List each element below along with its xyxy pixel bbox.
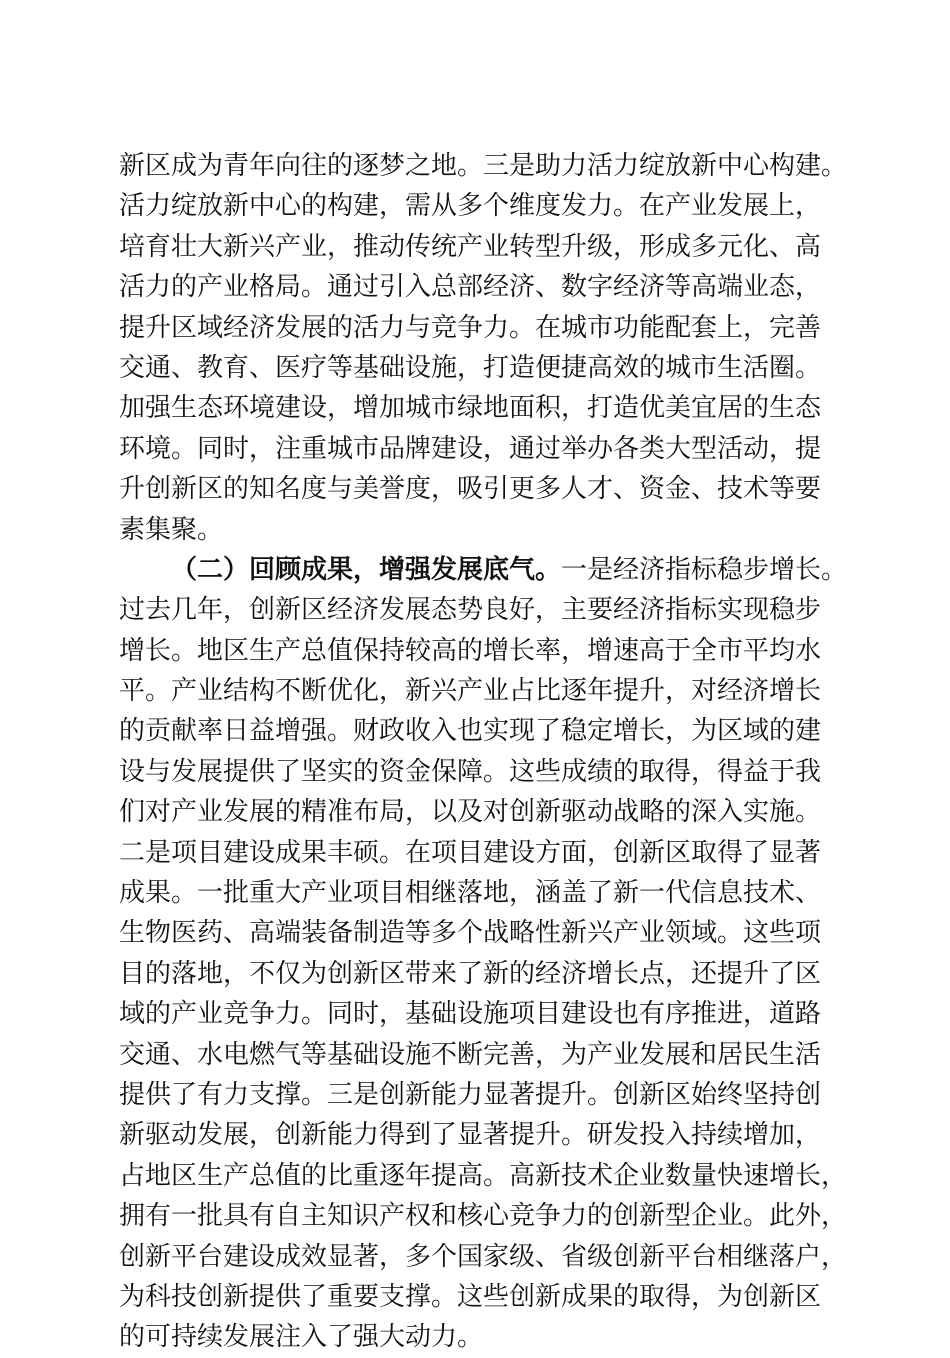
- text-line: 新驱动发展，创新能力得到了显著提升。研发投入持续增加，: [119, 1120, 822, 1151]
- text-line: 提升区域经济发展的活力与竞争力。在城市功能配套上，完善: [119, 312, 822, 343]
- text-line: 平。产业结构不断优化，新兴产业占比逐年提升，对经济增长: [119, 676, 822, 707]
- section-heading: （二）回顾成果，增强发展底气。: [171, 554, 562, 585]
- section-heading-rest: 一是经济指标稳步增长。: [561, 554, 848, 585]
- text-line: 的可持续发展注入了强大动力。: [119, 1322, 484, 1353]
- text-line: 增长。地区生产总值保持较高的增长率，增速高于全市平均水: [119, 635, 822, 666]
- text-line: 升创新区的知名度与美誉度，吸引更多人才、资金、技术等要: [119, 474, 822, 505]
- text-line: 二是项目建设成果丰硕。在项目建设方面，创新区取得了显著: [119, 837, 822, 868]
- text-line: 素集聚。: [119, 514, 224, 545]
- text-line: 域的产业竞争力。同时，基础设施项目建设也有序推进，道路: [119, 999, 822, 1030]
- text-line: 活力的产业格局。通过引入总部经济、数字经济等高端业态，: [119, 272, 822, 303]
- text-line: 环境。同时，注重城市品牌建设，通过举办各类大型活动，提: [119, 433, 822, 464]
- document-page: [119, 146, 848, 1358]
- text-line: 交通、教育、医疗等基础设施，打造便捷高效的城市生活圈。: [119, 352, 822, 383]
- text-line: 交通、水电燃气等基础设施不断完善，为产业发展和居民生活: [119, 1039, 822, 1070]
- text-line: 生物医药、高端装备制造等多个战略性新兴产业领域。这些项: [119, 918, 822, 949]
- text-line: 成果。一批重大产业项目相继落地，涵盖了新一代信息技术、: [119, 878, 822, 909]
- section-heading-line: [119, 550, 848, 590]
- text-line: 创新平台建设成效显著，多个国家级、省级创新平台相继落户，: [119, 1241, 848, 1272]
- text-line: 拥有一批具有自主知识产权和核心竞争力的创新型企业。此外，: [119, 1201, 848, 1232]
- text-line: 加强生态环境建设，增加城市绿地面积，打造优美宜居的生态: [119, 393, 822, 424]
- text-line: 目的落地，不仅为创新区带来了新的经济增长点，还提升了区: [119, 958, 822, 989]
- text-line: 过去几年，创新区经济发展态势良好，主要经济指标实现稳步: [119, 595, 822, 626]
- text-line: 设与发展提供了坚实的资金保障。这些成绩的取得，得益于我: [119, 756, 822, 787]
- text-line: 们对产业发展的精准布局，以及对创新驱动战略的深入实施。: [119, 797, 822, 828]
- text-line: 为科技创新提供了重要支撑。这些创新成果的取得，为创新区: [119, 1281, 822, 1312]
- text-line: 培育壮大新兴产业，推动传统产业转型升级，形成多元化、高: [119, 231, 822, 262]
- text-line: 的贡献率日益增强。财政收入也实现了稳定增长，为区域的建: [119, 716, 822, 747]
- text-line: 新区成为青年向往的逐梦之地。三是助力活力绽放新中心构建。: [119, 151, 848, 181]
- text-line: 占地区生产总值的比重逐年提高。高新技术企业数量快速增长，: [119, 1160, 848, 1191]
- text-line: 提供了有力支撑。三是创新能力显著提升。创新区始终坚持创: [119, 1079, 822, 1110]
- text-line: 活力绽放新中心的构建，需从多个维度发力。在产业发展上，: [119, 191, 822, 222]
